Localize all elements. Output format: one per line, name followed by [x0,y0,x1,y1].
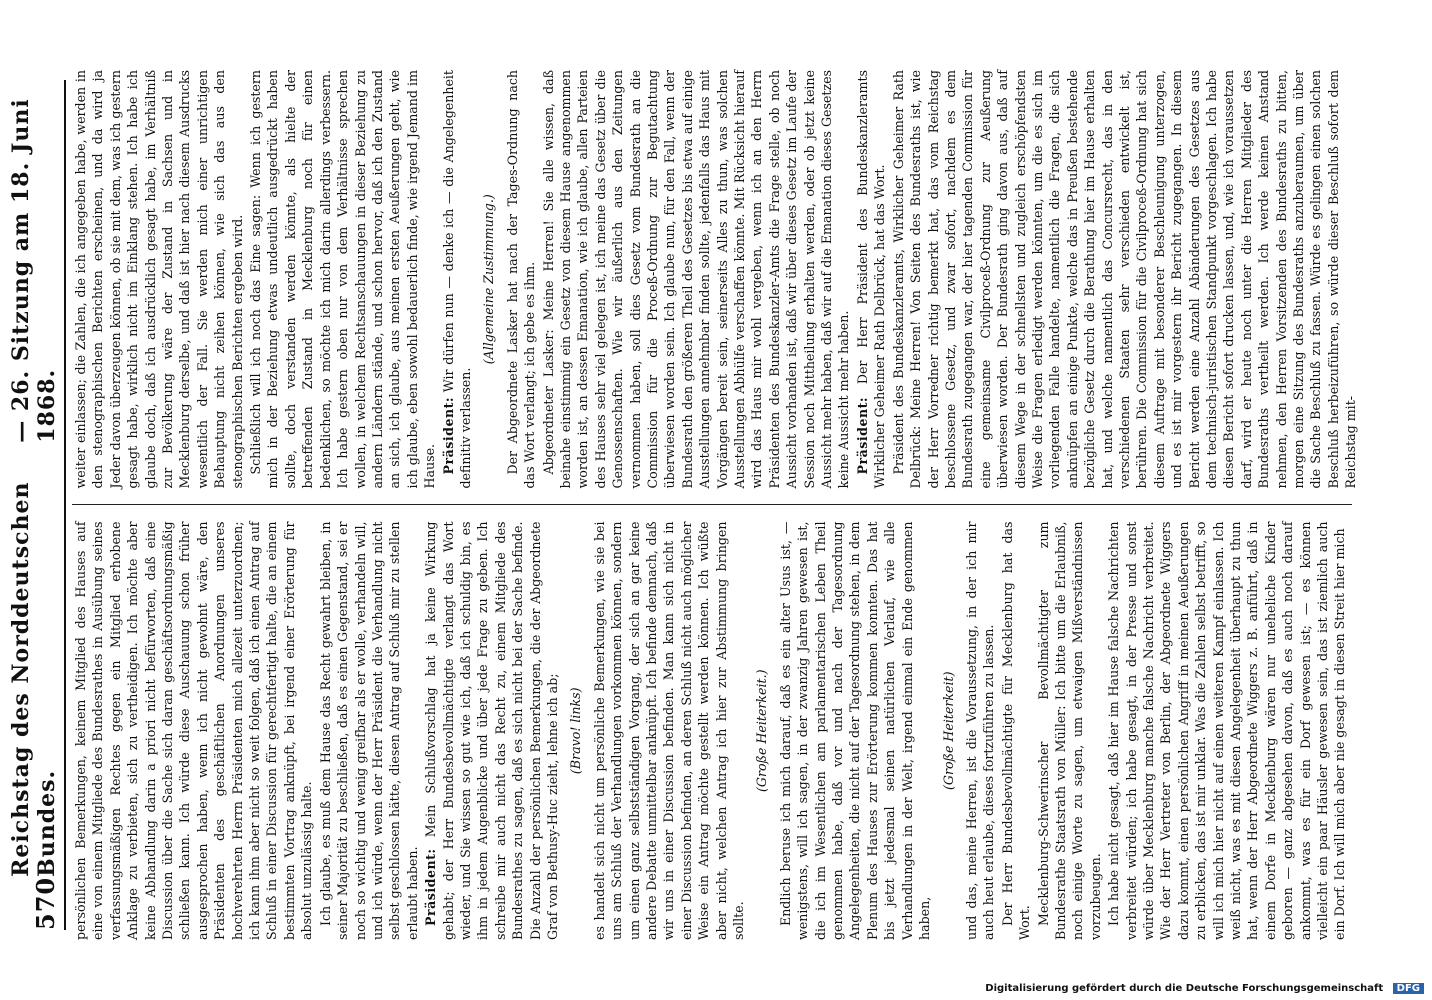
stage-direction: (Allgemeine Zustimmung.) [481,194,497,365]
paragraph: Schließlich will ich noch das Eine sagen: Wenn ich gestern mich in der Beziehung etwas undeutlich ausgedrückt haben sollte, doch verstanden werden könnte, als hielte der betreffenden Zustand in Mecklenburg noch für einen bedenklichen, so möchte ich mich darin allerdings verbessern. Ich habe gestern oben nur von dem Verhältnisse sprechen wollen, in welchem Rechtsanschauungen in dieser Beziehung zu andern Ländern stände, und schon hervor, daß ich den Zustand an sich, ich glaube, aus meinen ersten Aeußerungen geht, wie ich glaube, eben sowohl bedauerlich finde, wie irgend Jemand im Hause. [248,70,438,489]
paragraph: Ich habe nicht gesagt, daß hier im Hause falsche Nachrichten verbreitet würden; ich habe gesagt, in der Presse und sonst würde über Mecklenburg manche falsche Nachricht verbreitet. Wie der Herr Vertreter von Berlin, der Abgeordnete Wiggers dazu kommt, einen persönlichen Angriff in meinen Aeußerungen zu erblicken, das ist mir unklar. Was die Zahlen selbst betrifft, so will ich mich hier nicht auf einen weiteren Kampf einlassen. Ich weiß nicht, was es mit diesen Angelegenheit überhaupt zu thun hat, wenn der Herr Abgeordnete Wiggers z. B. anführt, daß in einem Dorfe in Mecklenburg wären nur uneheliche Kinder geboren — ganz abgesehen davon, daß es auch noch darauf ankommt, was es für ein Dorf gewesen ist; — es können vielleicht ein paar Häusler gewesen sein, das ist ziemlich auch ein Dorf. Ich will mich aber nie gesagt in diesen Streit hier mich [1106,521,1348,940]
digitization-footer [0,983,1432,994]
paragraph [440,70,475,489]
paragraph: Ich glaube, es muß dem Hause das Recht gewahrt bleiben, in seiner Majorität zu beschließen, daß es einen Gegenstand, sei er noch so wichtig und wenig greifbar als er wolle, verhandeln will, und ich würde, wenn der Herr Präsident die Verhandlung nicht selbst geschlossen hätte, diesen Antrag auf Schluß mir zu stellen erlaubt haben. [317,521,420,940]
stage-direction: (Große Heiterkeit.) [754,669,770,793]
paragraph: Der Herr Bundesbevollmächtigte für Mecklenburg hat das Wort. [999,521,1033,940]
speaker-label: Präsident: [854,396,870,475]
paragraph [854,70,889,489]
paragraph: Mecklenburg-Schwerinscher Bevollmächtigter zum Bundesrathe Staatsrath von Müller: Ich bitte um die Erlaubniß, noch einige Worte zu sagen, um etwaigen Mißverständnissen vorzubeugen. [1035,521,1103,940]
speech-text: Der Herr Präsident des Bundeskanzleramts Wirklicher Geheimer Rath Delbrück, hat das Wort. [854,70,888,489]
page-header [10,80,66,930]
paragraph [422,522,561,941]
stage-direction: (Große Heiterkeit) [940,671,956,791]
stage-direction: (Bravo! links) [568,687,584,775]
page-number: 570 [31,876,60,930]
column-rule [72,505,1352,506]
speaker-label: Präsident: [440,396,456,475]
paragraph: persönlichen Bemerkungen, keinem Mitglied des Hauses auf eine von einem Mitgliede des Bundesrathes in Ausübung seines verfassungsmäßigen Rechtes gegen ein Mitglied erhobene Anklage zu verbieten, sich zu vertheidigen. Ich möchte aber keine Abhandlung darin a priori nicht befürworten, daß eine Discussion über die Sache sich daran geschäftsordnungsmäßig schließen kann. Ich würde diese Auschauung schon früher ausgesprochen haben, wenn ich nicht gewohnt wäre, den Präsidenten des geschäftlichen Anordnungen unseres hochverehrten Herrn Präsidenten mich allezeit unterzuordnen; ich kann ihm aber nicht so weit folgen, daß ich einen Antrag auf Schluß in einer Discussion für gerechtfertigt halte, die an einem bestimmten Vortrag anknüpft, bei irgend einer Erörterung für absolut unzulässig halte. [73,521,315,940]
paragraph: weiter einlassen; die Zahlen, die ich angegeben habe, werden in den stenographischen Berichten erscheinen, und da wird ja Jeder davon überzeugen können, ob sie mit dem, was ich gestern gesagt habe, wirklich nicht im Einklang stehen. Ich habe ich glaube doch, daß ich ausdrücklich gesagt habe, im Verhältniß zur Bevölkerung wäre der Zustand in Sachsen und in Mecklenburg derselbe, und daß ist hier nach diesem Ausdrucks wesentlich der Fall. Sie werden mich einer unrichtigen Behauptung nicht zeihen können, wie sich das aus den stenographischen Berichten ergeben wird. [73,70,245,489]
text-column-right [72,70,1359,489]
dfg-logo: DFG [1393,983,1424,994]
paragraph: und das, meine Herren, ist die Voraussetzung, in der ich mir auch heut erlaube, dieses fortzuführen zu lassen. [963,521,997,940]
text-column-left [72,522,1352,941]
paragraph: Der Abgeordnete Lasker hat nach der Tages-Ordnung nach das Wort verlangt; ich gebe es ihm. [504,70,538,489]
speech-text: Wir dürfen nun — denke ich — die Angelegenheit definitiv verlassen. [440,70,473,489]
text-columns [72,70,1359,940]
running-head-right: — 26. Sitzung am 18. Juni 1868. [8,98,60,443]
paragraph: Endlich beruse ich mich darauf, daß es ein alter Usus ist, — wenigstens, will ich sagen, in der zwanzig Jahren gewesen ist, die ich im Wesentlichen am parlamentarischen Leben Theil genommen habe, daß vor und nach der Tagesordnung Angelegenheiten, die nicht auf der Tagesordnung stehen, in dem Plenum des Hauses zur Erörterung kommen konnten. Das hat bis jetzt jedesmal seinen natürlichen Verlauf, wie alle Verhandlungen in der Welt, irgend einmal ein Ende genommen haben, [777,521,933,940]
paragraph: es handelt sich nicht um persönliche Bemerkungen, wie sie bei uns am Schluß der Verhandlungen vorkommen können, sondern um einen ganz selbstständigen Vorgang, der sich an gar keine andere Debatte unmittelbar anknüpft. Ich befinde demnach, daß wir uns in einer Discussion befinden. Man kann sich nicht in einer Discussion befinden, an deren Schluß nicht auch möglicher Weise ein Antrag möchte gestellt werden können. Ich wüßte aber nicht, welchen Antrag ich hier zur Abstimmung bringen sollte. [591,521,747,940]
paragraph: Präsident des Bundeskanzleramts, Wirklicher Geheimer Rath Delbrück: Meine Herren! Von Seiten des Bundesraths ist, wie der Herr Vorredner richtig bemerkt hat, das vom Reichstag beschlossene Gesetz, und zwar sofort, nachdem es dem Bundesrath zugegangen war, der hier tagenden Commission für eine gemeinsame Civilproceß-Ordnung zur Aeußerung überwiesen worden. Der Bundesrath ging davon aus, daß auf diesem Wege in der schnellsten und zugleich erschöpfendsten Weise die Fragen erledigt werden könnten, um die es sich im vorliegenden Falle handelte, namentlich die Fragen, die sich anknüpfen an einige Punkte, welche das in Preußen bestehende bezügliche Gesetz durch die Berathung hier im Hause erhalten hat, und welche namentlich das Concursrecht, das in den verschiedenen Staaten sehr verschieden entwickelt ist, berühren. Die Commission für die Civilproceß-Ordnung hat sich diesem Auftrage mit besonderer Beschleunigung unterzogen, und es ist mir vorgestern ihr Bericht zugegangen. In diesem Bericht werden eine Anzahl Abänderungen des Gesetzes aus dem technisch-juristischen Standpunkt vorgeschlagen. Ich habe diesen Bericht sofort drucken lassen, und, wie ich voraussetzen darf, wird er heute noch unter die Herren Mitglieder des Bundesraths vertheilt werden. Ich werde keinen Anstand nehmen, den Herren Vorsitzenden des Bundesraths zu bitten, morgen eine Sitzung des Bundesraths anzuberaumen, um über die Sache Beschluß zu fassen. Würde es gelingen einen solchen Beschluß herbeizuführen, so würde dieser Beschluß sofort dem Reichstag mit- [890,70,1359,489]
running-head-left: Reichstag des Norddeutschen Bundes. [8,481,60,877]
speech-text: Mein Schlußvorschlag hat ja keine Wirkung gehabt; der Herr Bundesbevollmächtigte verlangt das Wort wieder, und Sie wissen so gut wie ich, daß ich schuldig bin, es ihm in jedem Augenblicke und über jede Frage zu geben. Ich schreibe mir auch nicht das Recht zu, einem Mitgliede des Bundesrathes zu sagen, daß es sich nicht bei der Sache befinde. Die Anzahl der persönlichen Bemerkungen, die der Abgeordnete Graf von Bethusy-Huc zieht, lehne ich ab; [423,521,560,940]
speaker-label: Präsident: [423,848,439,926]
footer-text: Digitalisierung gefördert durch die Deutsche Forschungsgemeinschaft [985,983,1384,994]
paragraph: Abgeordneter Lasker: Meine Herren! Sie alle wissen, daß beinahe einstimmig ein Gesetz von diesem Hause angenommen worden ist, an dessen Emanation, wie ich glaube, allen Parteien des Hauses sehr viel gelegen ist, ich meine das Gesetz über die Genossenschaften. Wie wir äußerlich aus den Zeitungen vernommen haben, soll dies Gesetz vom Bundesrath an die Commission für die Proceß-Ordnung zur Begutachtung überwiesen worden sein. Ich glaube nun, für den Fall, wenn der Bundesrath den größeren Theil des Gesetzes bis etwa auf einige Ausstellungen annehmbar finden sollte, jedenfalls das Haus mit Vorgängen bereit sein, seinerseits Alles zu thun, was solchen Ausstellungen Abhülfe verschaffen könnte. Mit Rücksicht hierauf wird das Haus mir wohl vergeben, wenn ich an den Herrn Präsidenten des Bundeskanzler-Amts die Frage stelle, ob noch Aussicht vorhanden ist, daß wir über dieses Gesetz im Laufe der Session noch Mittheilung erhalten werden, oder ob jetzt keine Aussicht mehr haben, daß wir auf die Emanation dieses Gesetzes keine Aussicht mehr haben. [540,70,852,489]
